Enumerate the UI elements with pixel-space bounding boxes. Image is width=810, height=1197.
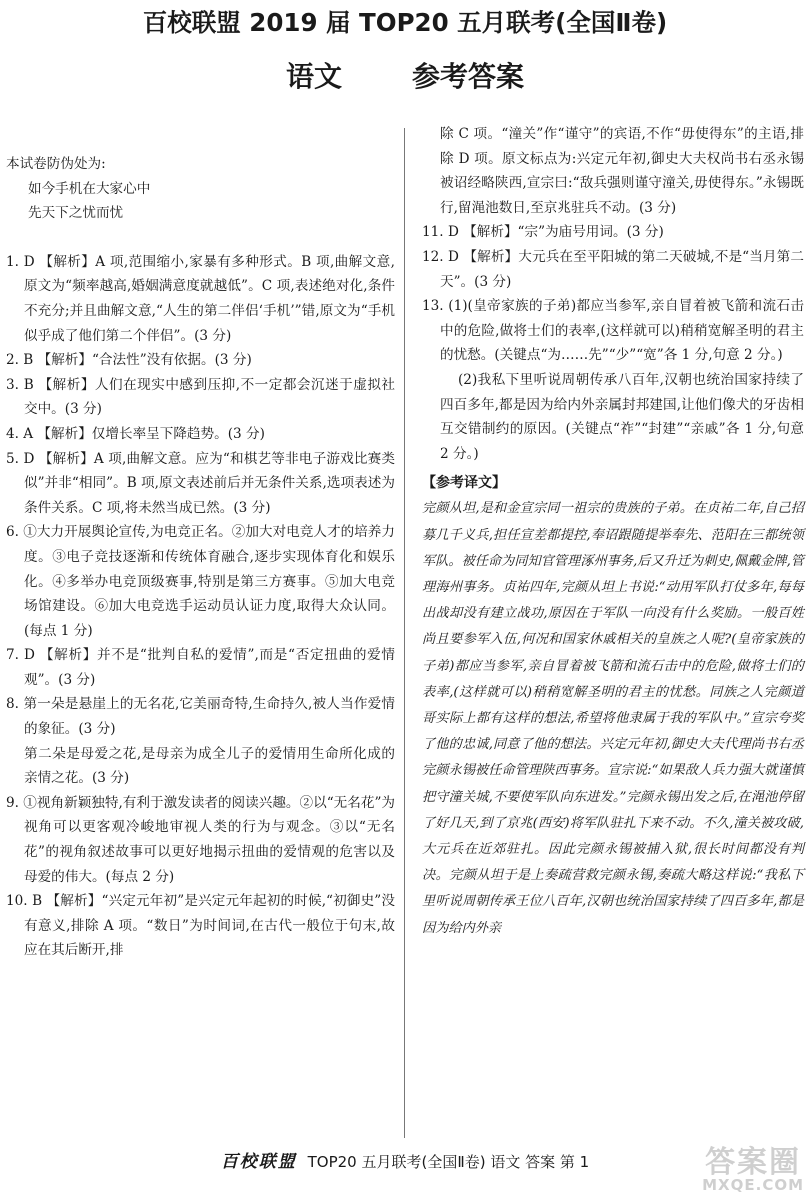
antifraud-line: 如今手机在大家心中 (28, 180, 151, 197)
page-title: 百校联盟 2019 届 TOP20 五月联考(全国Ⅱ卷) (142, 8, 668, 37)
answer-item: 2. B 【解析】“合法性”没有依据。(3 分) (6, 352, 252, 369)
left-column (6, 152, 395, 963)
watermark-top: 答案圈 (705, 1145, 802, 1180)
answer-item: 1. D 【解析】A 项,范围缩小,家暴有多种形式。B 项,曲解文意,原文为“频率越高,婚姻满意度就越低”。C 项,表述绝对化,条件不充分;并且曲解文意,“人生的第二伴侣‘手机’”错,原文为“手机似乎成了他们第二个伴侣”。(3 分) (6, 253, 395, 344)
subject-label: 语文 (285, 60, 342, 93)
answer-item: 3. B 【解析】人们在现实中感到压抑,不一定都会沉迷于虚拟社交中。(3 分) (6, 376, 395, 418)
watermark-bottom: MXQE.COM (702, 1176, 804, 1194)
answer-item: 7. D 【解析】并不是“批判自私的爱情”,而是“否定扭曲的爱情观”。(3 分) (6, 647, 395, 688)
answer-item: 9. ①视角新颖独特,有利于激发读者的阅读兴趣。②以“无名花”为视角可以更客观冷峻地审视人类的行为与观念。③以“无名花”的视角叙述故事可以更好地揭示扭曲的爱情观的危害以及母爱的伟大。(每点 2 分) (6, 794, 395, 885)
footer-text: TOP20 五月联考(全国Ⅱ卷) 语文 答案 第 1 (307, 1153, 590, 1171)
answer-item: 6. ①大力开展舆论宣传,为电竞正名。②加大对电竞人才的培养力度。③电子竞技逐渐和传统体育融合,逐步实现体育化和娱乐化。④多举办电竞顶级赛事,特别是第三方赛事。⑤加大电竞场馆建设。⑥加大电竞选手运动员认证力度,取得大众认同。(每点 1 分) (6, 524, 395, 639)
answer-item: 10. B 【解析】“兴定元年初”是兴定元年起初的时候,“初御史”没有意义,排除 A 项。“数日”为时间词,在古代一般位于句末,故应在其后断开,排 (6, 893, 395, 959)
answer-item: 8. 第一朵是悬崖上的无名花,它美丽奇特,生命持久,被人当作爱情的象征。(3 分) (6, 696, 395, 738)
answer-item: 除 C 项。“潼关”作“谨守”的宾语,不作“毋使得东”的主语,排除 D 项。原文标点为:兴定元年初,御史大夫权尚书右丞永锡被诏经略陕西,宣宗曰:“敌兵强则谨守潼关,毋使得东。”永锡既行,留渑池数日,至京兆驻兵不动。(3 分) (440, 126, 804, 216)
antifraud-line: 先天下之忧而忧 (28, 205, 124, 222)
answer-item: 5. D 【解析】A 项,曲解文意。应为“和棋艺等非电子游戏比赛类似”并非“相同”。B 项,原文表述前后并无条件关系,选项表述为条件关系。C 项,将未然当成已然。(3 分) (6, 450, 395, 516)
antifraud-label: 本试卷防伪处为: (6, 156, 106, 172)
answer-item: 12. D 【解析】大元兵在至平阳城的第二天破城,不是“当月第二天”。(3 分) (422, 248, 804, 290)
column-divider (404, 128, 405, 1138)
answer-item: 第二朵是母爱之花,是母亲为成全儿子的爱情用生命所化成的亲情之花。(3 分) (24, 745, 395, 787)
answer-item: (2)我私下里听说周朝传承八百年,汉朝也统治国家持续了四百多年,都是因为给内外亲属封邦建国,让他们像犬的牙齿相互交错制约的原因。(关键点“祚”“封建”“亲戚”各 1 分,句意 2 分。) (440, 371, 804, 462)
translation-text: 完颜从坦,是和金宣宗同一祖宗的贵族的子弟。在贞祐二年,自己招募几千义兵,担任宣差都提控,奉诏跟随提举奉先、范阳在三都统领军队。被任命为同知官管理涿州事务,后又升迁为刺史,佩戴金牌,管理海州事务。贞祐四年,完颜从坦上书说:“动用军队打仗多年,每每出战却没有建立战功,原因在于军队一向没有什么奖励。一般百姓尚且要参军入伍,何况和国家休戚相关的皇族之人呢?(皇帝家族的子弟)都应当参军,亲自冒着被飞箭和流石击中的危险,做将士们的表率,(这样就可以)稍稍宽解圣明的君主的忧愁。同族之人完颜道哥实际上都有这样的想法,希望将他隶属于我的军队中。”宣宗夸奖了他的忠诚,同意了他的想法。兴定元年初,御史大夫代理尚书右丞完颜永锡被任命管理陕西事务。宣宗说:“如果敌人兵力强大就谨慎把守潼关城,不要使军队向东进发。”完颜永锡出发之后,在渑池停留了好几天,到了京兆(西安)将军队驻扎下来不动。不久,潼关被攻破,大元兵在近郊驻扎。因此完颜永锡被捕入狱,很长时间都没有判决。完颜从坦于是上奏疏营救完颜永锡,奏疏大略这样说:“我私下里听说周朝传承王位八百年,汉朝也统治国家持续了四百多年,都是因为给内外亲 (422, 501, 804, 936)
answer-item: 4. A 【解析】仅增长率呈下降趋势。(3 分) (6, 425, 265, 442)
watermark (702, 1145, 804, 1194)
footer-logo: 百校联盟 (220, 1152, 297, 1172)
answer-item: 13. (1)(皇帝家族的子弟)都应当参军,亲自冒着被飞箭和流石击中的危险,做将士们的表率,(这样就可以)稍稍宽解圣明的君主的忧愁。(关键点“为……先”“少”“宽”各 1 分,句意 2 分。) (422, 298, 804, 364)
doc-type-label: 参考答案 (412, 60, 525, 93)
answer-item: 11. D 【解析】“宗”为庙号用词。(3 分) (422, 224, 664, 241)
page-footer (0, 1150, 810, 1174)
right-column (422, 122, 804, 942)
translation-title: 【参考译文】 (422, 475, 506, 492)
page-subtitle (0, 58, 810, 96)
